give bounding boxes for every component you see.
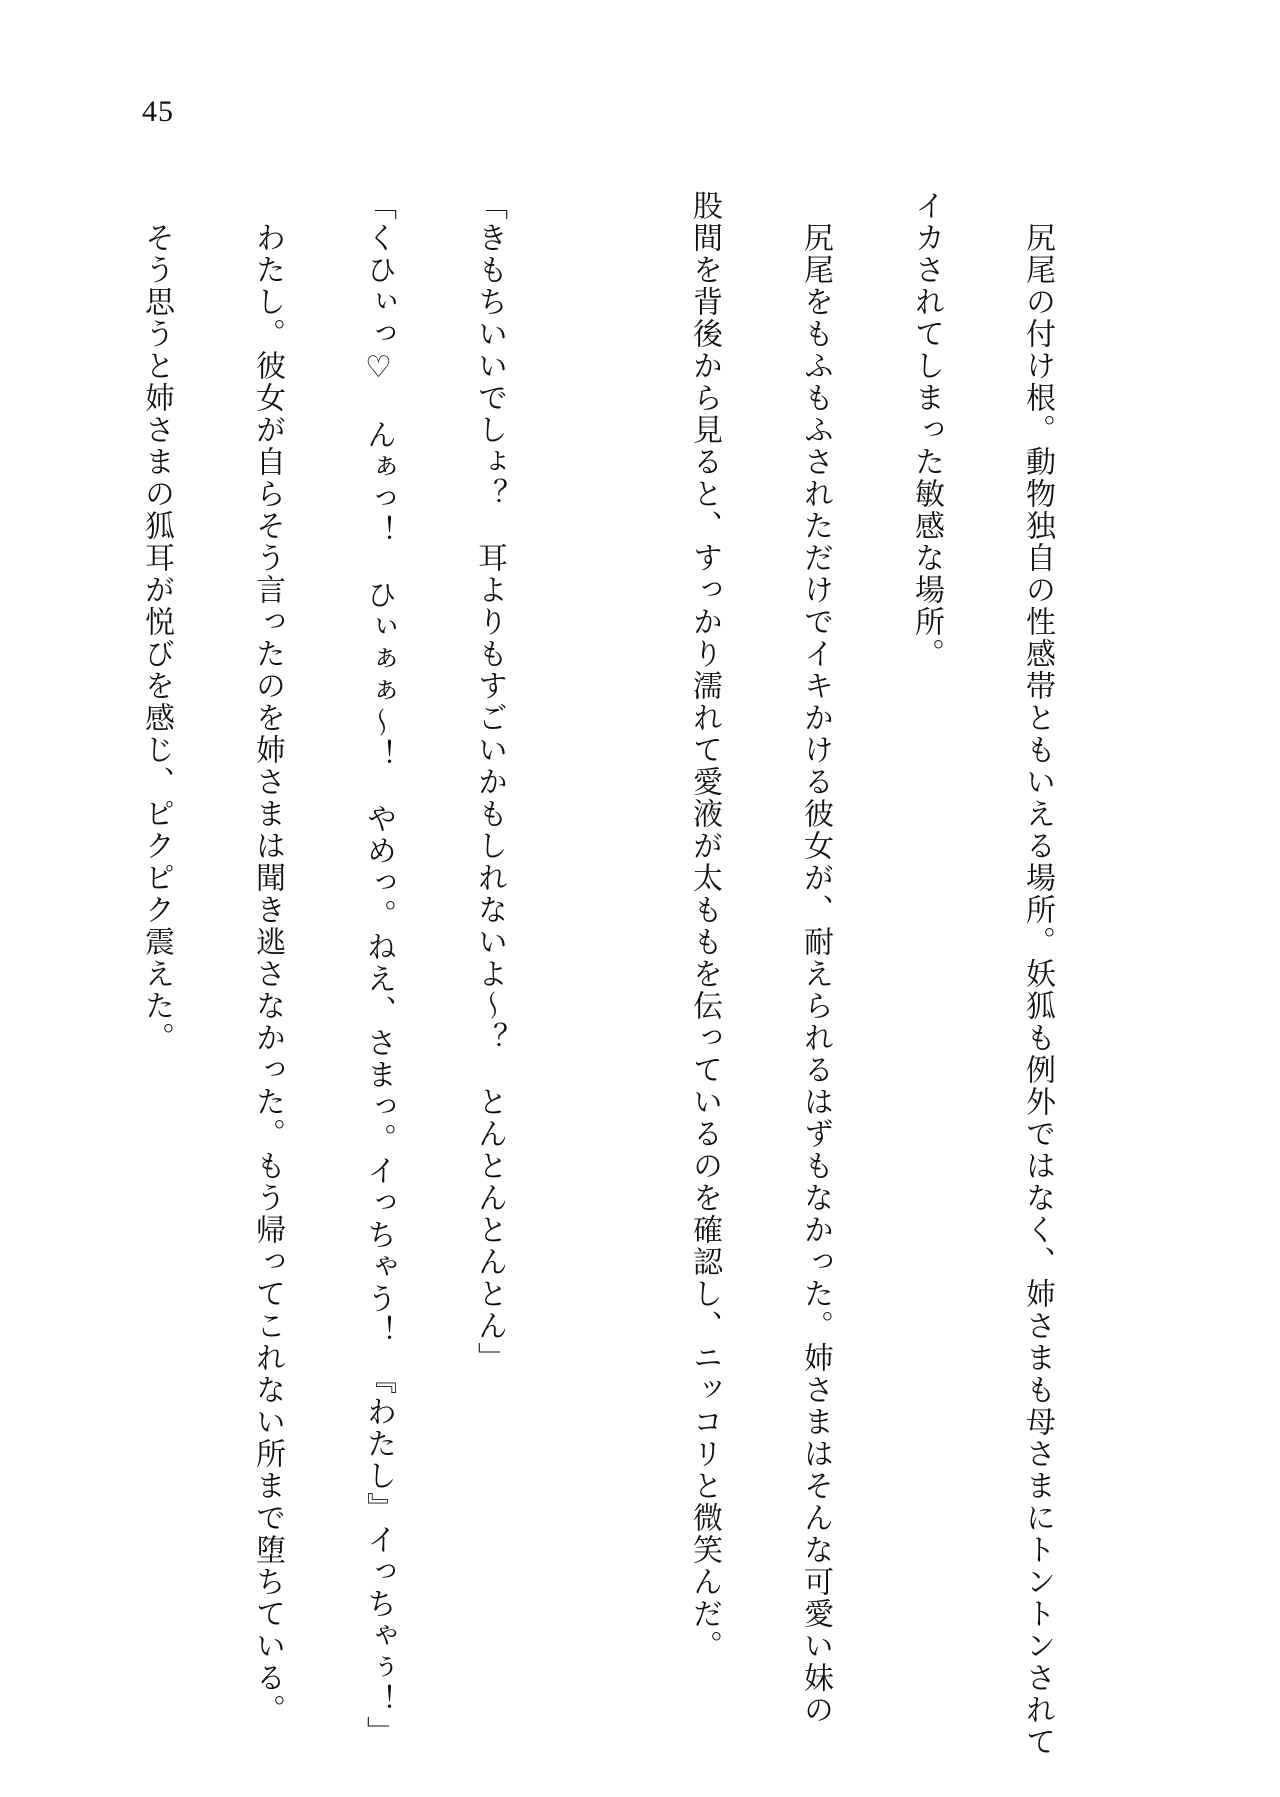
text-line: 「くひぃっ♡ んぁっ！ ひぃぁぁ～！ やめっ。ねえ、さまっ。イっちゃう！ 『わたし』イっちゃぅ！」	[361, 190, 396, 1748]
text-line: そう思うと姉さまの狐耳が悦びを感じ、ピクピク震えた。	[139, 190, 174, 1054]
text-line: イカされてしまった敏感な場所。	[909, 190, 944, 670]
blank-line	[34, 190, 64, 1690]
text-line: 「きもちいいでしょ？ 耳よりもすごいかもしれないよ～？ とんとんとんとん」	[472, 190, 507, 1374]
page-number: 45	[142, 95, 174, 128]
text-line: 股間を背後から見ると、すっかり濡れて愛液が太ももを伝っているのを確認し、ニッコリと微笑んだ。	[687, 190, 722, 1662]
body-text	[0, 190, 1130, 1758]
text-line: わたし。彼女が自らそう言ったのを姉さまは聞き逃さなかった。もう帰ってこれない所まで堕ちている。	[250, 190, 285, 1726]
text-line: 尻尾をもふもふされただけでイキかける彼女が、耐えられるはずもなかった。姉さまはそんな可愛い妹の	[798, 190, 833, 1726]
blank-line	[582, 190, 612, 1690]
text-line: 尻尾の付け根。動物独自の性感帯ともいえる場所。妖狐も例外ではなく、姉さまも母さまにトントンされて	[1020, 190, 1055, 1758]
